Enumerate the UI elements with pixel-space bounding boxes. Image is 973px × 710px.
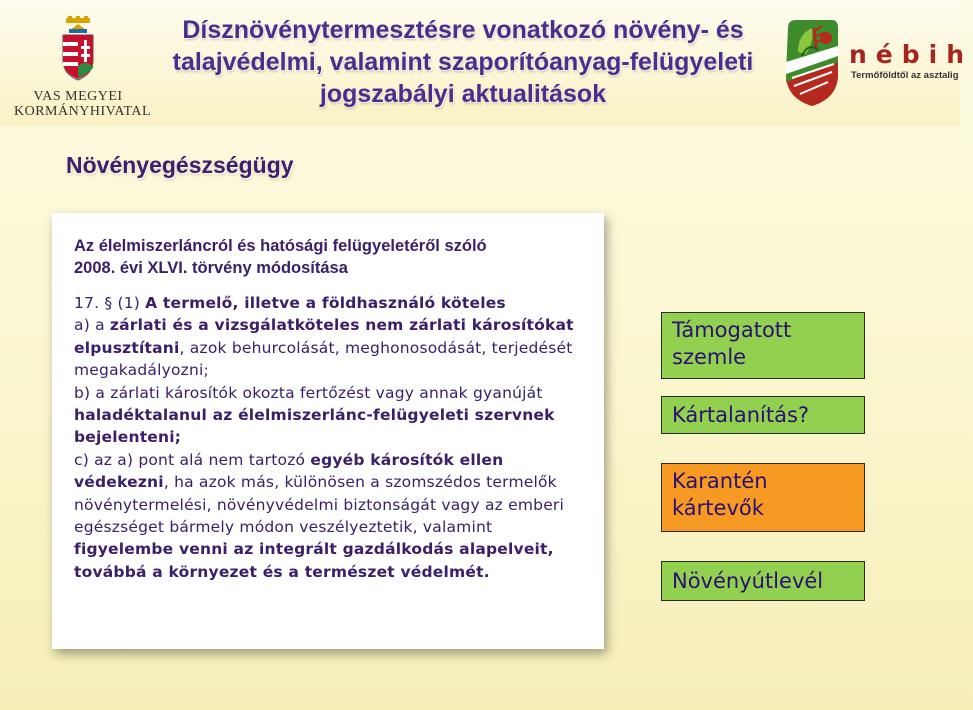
card-heading: [74, 235, 584, 279]
paragraph-line: [74, 314, 594, 336]
paragraph-line: [74, 292, 594, 314]
paragraph-line: [74, 471, 594, 493]
heading-line: 2008. évi XLVI. törvény módosítása: [74, 259, 348, 277]
logo-line-1: VAS MEGYEI: [33, 89, 123, 104]
paragraph-line: [74, 538, 594, 560]
logo-line-2: KORMÁNYHIVATAL: [14, 104, 152, 119]
paragraph-line: [74, 359, 594, 381]
vas-megyei-kormanyhivatal-logo: [14, 16, 152, 119]
text-run: 17. § (1): [74, 294, 146, 312]
paragraph-line: [74, 449, 594, 471]
heading-line: Az élelmiszerláncról és hatósági felügyeletéről szóló: [74, 237, 487, 255]
section-title: Növényegészségügy: [66, 152, 294, 178]
card-body: [74, 292, 594, 583]
paragraph-line: [74, 382, 594, 404]
text-run: megakadályozni;: [74, 361, 209, 380]
title-line-3: jogszabályi aktualitások: [319, 80, 607, 108]
nebih-emblem-icon: [778, 16, 846, 108]
paragraph-line: [74, 494, 594, 516]
nebih-logo: [778, 14, 973, 108]
paragraph-line: [74, 516, 594, 538]
bold-text-run: egyéb károsítók ellen: [310, 450, 504, 469]
bold-text-run: figyelembe venni az integrált gazdálkodás alapelveit,: [74, 540, 554, 559]
page-title: [146, 14, 780, 110]
nebih-tagline: Termőföldtől az asztalig: [851, 70, 959, 81]
title-line-1: Dísznövénytermesztésre vonatkozó növény- és: [182, 16, 744, 44]
text-run: , azok behurcolását, meghonosodását, terjedését: [179, 338, 573, 357]
text-run: a) a: [74, 316, 110, 335]
legal-text-card: [52, 213, 604, 649]
hungarian-coat-of-arms-icon: [52, 16, 104, 86]
bold-text-run: zárlati és a vizsgálatköteles nem zárlati károsítókat: [109, 316, 574, 335]
text-run: növénytermelési, növényvédelmi biztonságát vagy az emberi: [74, 495, 565, 514]
nebih-name: nébih: [849, 40, 973, 69]
bold-text-run: A termelő, illetve a földhasználó köteles: [145, 294, 506, 312]
text-run: b) a zárlati károsítók okozta fertőzést vagy annak gyanúját: [74, 383, 543, 402]
box-compensation: Kártalanítás?: [661, 396, 865, 434]
bold-text-run: továbbá a környezet és a természet védelmét.: [74, 562, 490, 581]
bold-text-run: védekezni: [74, 473, 164, 492]
paragraph-line: [74, 337, 594, 359]
paragraph-line: [74, 561, 594, 583]
title-line-2: talajvédelmi, valamint szaporítóanyag-felügyeleti: [172, 48, 754, 76]
bold-text-run: haladéktalanul az élelmiszerlánc-felügyeleti szervnek: [74, 406, 555, 425]
paragraph-line: [74, 426, 594, 448]
box-quarantine-pests: Karantén kártevők: [661, 463, 865, 532]
box-plant-passport: Növényútlevél: [661, 561, 865, 601]
bold-text-run: bejelenteni;: [74, 428, 182, 447]
text-run: , ha azok más, különösen a szomszédos termelők: [163, 473, 557, 492]
text-run: c) az a) pont alá nem tartozó: [74, 450, 311, 469]
bold-text-run: elpusztítani: [74, 338, 180, 357]
text-run: egészséget bármely módon veszélyeztetik, valamint: [74, 518, 493, 537]
box-supported-inspection: Támogatott szemle: [661, 312, 865, 379]
paragraph-line: [74, 404, 594, 426]
header-banner: [0, 0, 973, 126]
